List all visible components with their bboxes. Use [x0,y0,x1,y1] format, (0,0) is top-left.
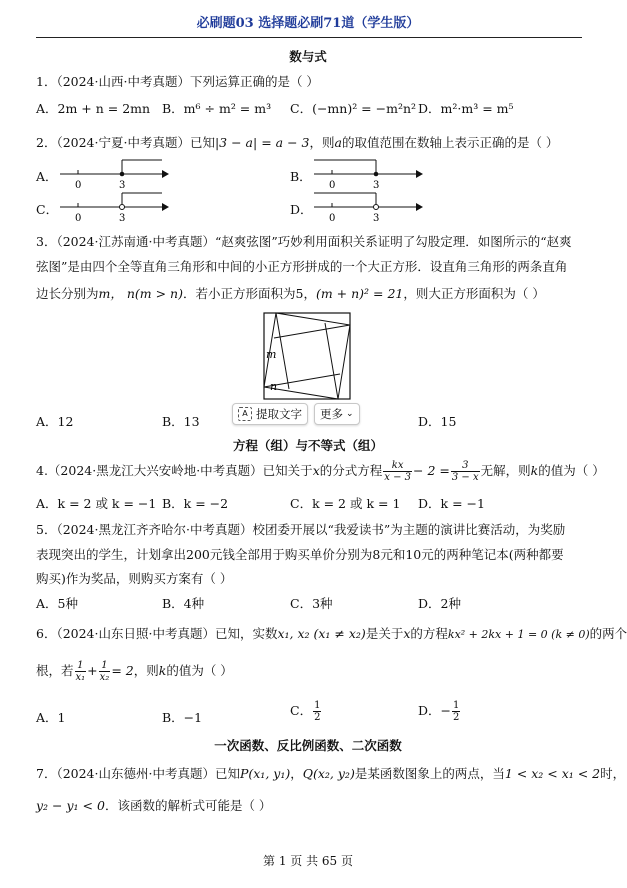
question-1-option-c: C．(−mn)² = −m²n² [290,101,417,116]
question-3-text-a: 边长分别为 [36,286,99,301]
document-title: 必刷题03 选择题必刷71道（学生版） [196,16,420,31]
question-6-text-f: ，则 [133,663,159,678]
question-3-line-1: 3．（2024·江苏南通·中考真题）“赵爽弦图”巧妙利用面积关系证明了勾股定理．如图所示的“赵爽 [36,234,572,249]
question-5-option-a: A．5种 [36,596,78,611]
question-4-stem [36,460,605,483]
extract-text-label: 提取文字 [256,407,302,421]
title-divider [36,37,582,38]
question-7-point-q: Q(x₂, y₂) [302,766,355,781]
question-6-fraction-a: $\frac{1}{\text{x₁}}$ [75,660,86,683]
question-3-leg-m: m， [98,286,123,301]
question-1-option-b: B．m⁶ ÷ m² = m³ [162,101,272,116]
question-6-option-c-fraction: $\frac{1}{2}$ [314,700,321,723]
question-2-stem [36,133,558,151]
question-6-option-d-label: D．− [418,703,451,718]
section-heading-equations: 方程（组）与不等式（组） [232,438,383,453]
question-2-variable: a [334,135,342,150]
question-7-text-a: 7．（2024·山东德州·中考真题）已知 [36,766,240,781]
tick-label-3: 3 [373,213,380,224]
question-6-line-1 [36,624,627,642]
tick-label-0: 0 [329,213,336,224]
question-3-expression: (m + n)² = 21 [315,286,404,301]
number-line-c [58,189,170,225]
tick-label-3: 3 [119,213,126,224]
section-heading-functions: 一次函数、反比例函数、二次函数 [214,738,402,753]
question-4-text-b: 的分式方程 [319,463,383,478]
question-7-point-p: P(x₁, y₁) [239,766,291,781]
question-6-text-e: 根，若 [36,663,74,678]
tick-label-0: 0 [75,180,82,191]
question-7-text-d: ．该函数的解析式可能是（ ） [104,798,272,813]
question-5-option-d: D．2种 [418,596,461,611]
question-5-line-3: 购买)作为奖品，则购买方案有（ ） [36,571,233,586]
diagram-label-m: m [266,348,277,361]
question-2-option-b-label: B． [290,169,312,184]
question-5-line-2: 表现突出的学生，计划拿出200元钱全部用于购买单价分别为8元和10元的两种笔记本(两种都要 [36,547,564,562]
question-6-option-c-label: C． [290,703,313,718]
number-line-a [58,156,170,192]
tick-label-3: 3 [119,180,126,191]
question-2-abs-expression: |3 − a| = a − 3 [214,135,310,150]
question-5-line-1: 5．（2024·黑龙江齐齐哈尔·中考真题）校团委开展以“我爱读书”为主题的演讲比赛活动，为奖励 [36,522,566,537]
question-6-equation: kx² + 2kx + 1 = 0 (k ≠ 0) [447,628,590,641]
question-3-line-2: 弦图”是由四个全等直角三角形和中间的小正方形拼成的一个大正方形．设直角三角形的两条直角 [36,259,568,274]
question-5-option-c: C．3种 [290,596,333,611]
question-1-stem: 1．（2024·山西·中考真题）下列运算正确的是（ ） [36,74,319,89]
question-4-text-a: 4.（2024·黑龙江大兴安岭地·中考真题）已知关于 [36,463,313,478]
question-4-option-c: C．k = 2 或 k = 1 [290,496,401,511]
question-2-option-c-label: C． [36,202,59,217]
zhao-shuang-diagram [262,311,352,401]
question-3-text-c: ，则大正方形面积为（ ） [403,286,545,301]
question-5-option-b: B．4种 [162,596,205,611]
question-7-separator: ， [290,766,303,781]
question-6-option-c [290,700,322,723]
question-4-var-k: k [530,463,539,478]
question-6-text-b: 是关于 [365,626,404,641]
question-6-roots: x₁, x₂ (x₁ ≠ x₂) [277,626,366,641]
tick-label-0: 0 [75,213,82,224]
extract-text-button[interactable] [232,403,308,425]
question-4-minus-two: − 2 = [413,463,450,478]
question-6-plus: + [87,663,98,678]
question-6-fraction-b: $\frac{1}{\text{x₂}}$ [99,660,110,683]
chevron-down-icon: ⌄ [346,409,354,419]
question-7-text-c: 时， [600,766,626,781]
question-4-option-d: D．k = −1 [418,496,485,511]
question-2-stem-b: ，则 [309,135,335,150]
question-1-option-d: D．m²·m³ = m⁵ [418,101,514,116]
tick-label-3: 3 [373,180,380,191]
question-4-text-d: 的值为（ ） [538,463,605,478]
diagram-label-n: n [270,380,278,393]
question-6-text-a: 6．（2024·山东日照·中考真题）已知，实数 [36,626,278,641]
question-2-option-a-label: A． [36,169,58,184]
question-7-line-2 [36,796,271,814]
question-6-equals-two: = 2 [111,663,134,678]
question-6-option-b: B．−1 [162,710,203,725]
question-4-fraction-2: $\frac{3}{3 - x}$ [451,460,479,483]
question-7-text-b: 是某函数图象上的两点，当 [354,766,505,781]
question-6-var-k: k [158,663,167,678]
question-2-stem-a: 2．（2024·宁夏·中考真题）已知 [36,135,215,150]
question-6-text-d: 的两个 [589,626,627,641]
section-heading-numbers: 数与式 [289,49,327,64]
number-line-b [312,156,424,192]
question-4-text-c: 无解，则 [480,463,531,478]
question-6-text-g: 的值为（ ） [166,663,233,678]
text-scan-icon: A [238,407,252,421]
tick-label-0: 0 [329,180,336,191]
question-3-text-b: ．若小正方形面积为5， [183,286,316,301]
question-6-option-d-fraction: $\frac{1}{2}$ [453,700,460,723]
question-7-condition: 1 < x₂ < x₁ < 2 [504,766,601,781]
question-6-option-a: A．1 [36,710,66,725]
number-line-d [312,189,424,225]
question-3-option-d: D．15 [418,414,457,429]
more-button[interactable] [314,403,360,425]
question-6-option-d [418,700,461,723]
question-4-var-x: x [312,463,320,478]
question-6-text-c: 的方程 [410,626,448,641]
question-3-option-b: B．13 [162,414,200,429]
question-2-stem-c: 的取值范围在数轴上表示正确的是（ ） [341,135,559,150]
question-3-leg-n: n(m > n) [126,286,183,301]
question-4-option-a: A．k = 2 或 k = −1 [36,496,157,511]
question-6-line-2 [36,660,233,683]
question-2-option-d-label: D． [290,202,313,217]
question-4-fraction-1: $\frac{kx}{x - 3}$ [384,460,412,483]
page-footer: 第 1 页 共 65 页 [263,854,353,868]
question-3-line-3 [36,284,545,302]
floating-toolbar [232,403,360,425]
question-7-line-1 [36,764,625,782]
question-6-var-x: x [403,626,411,641]
question-7-inequality: y₂ − y₁ < 0 [36,798,105,813]
question-4-option-b: B．k = −2 [162,496,229,511]
question-3-option-a: A．12 [36,414,74,429]
more-label: 更多 [320,407,343,421]
question-1-option-a: A．2m + n = 2mn [36,101,151,116]
